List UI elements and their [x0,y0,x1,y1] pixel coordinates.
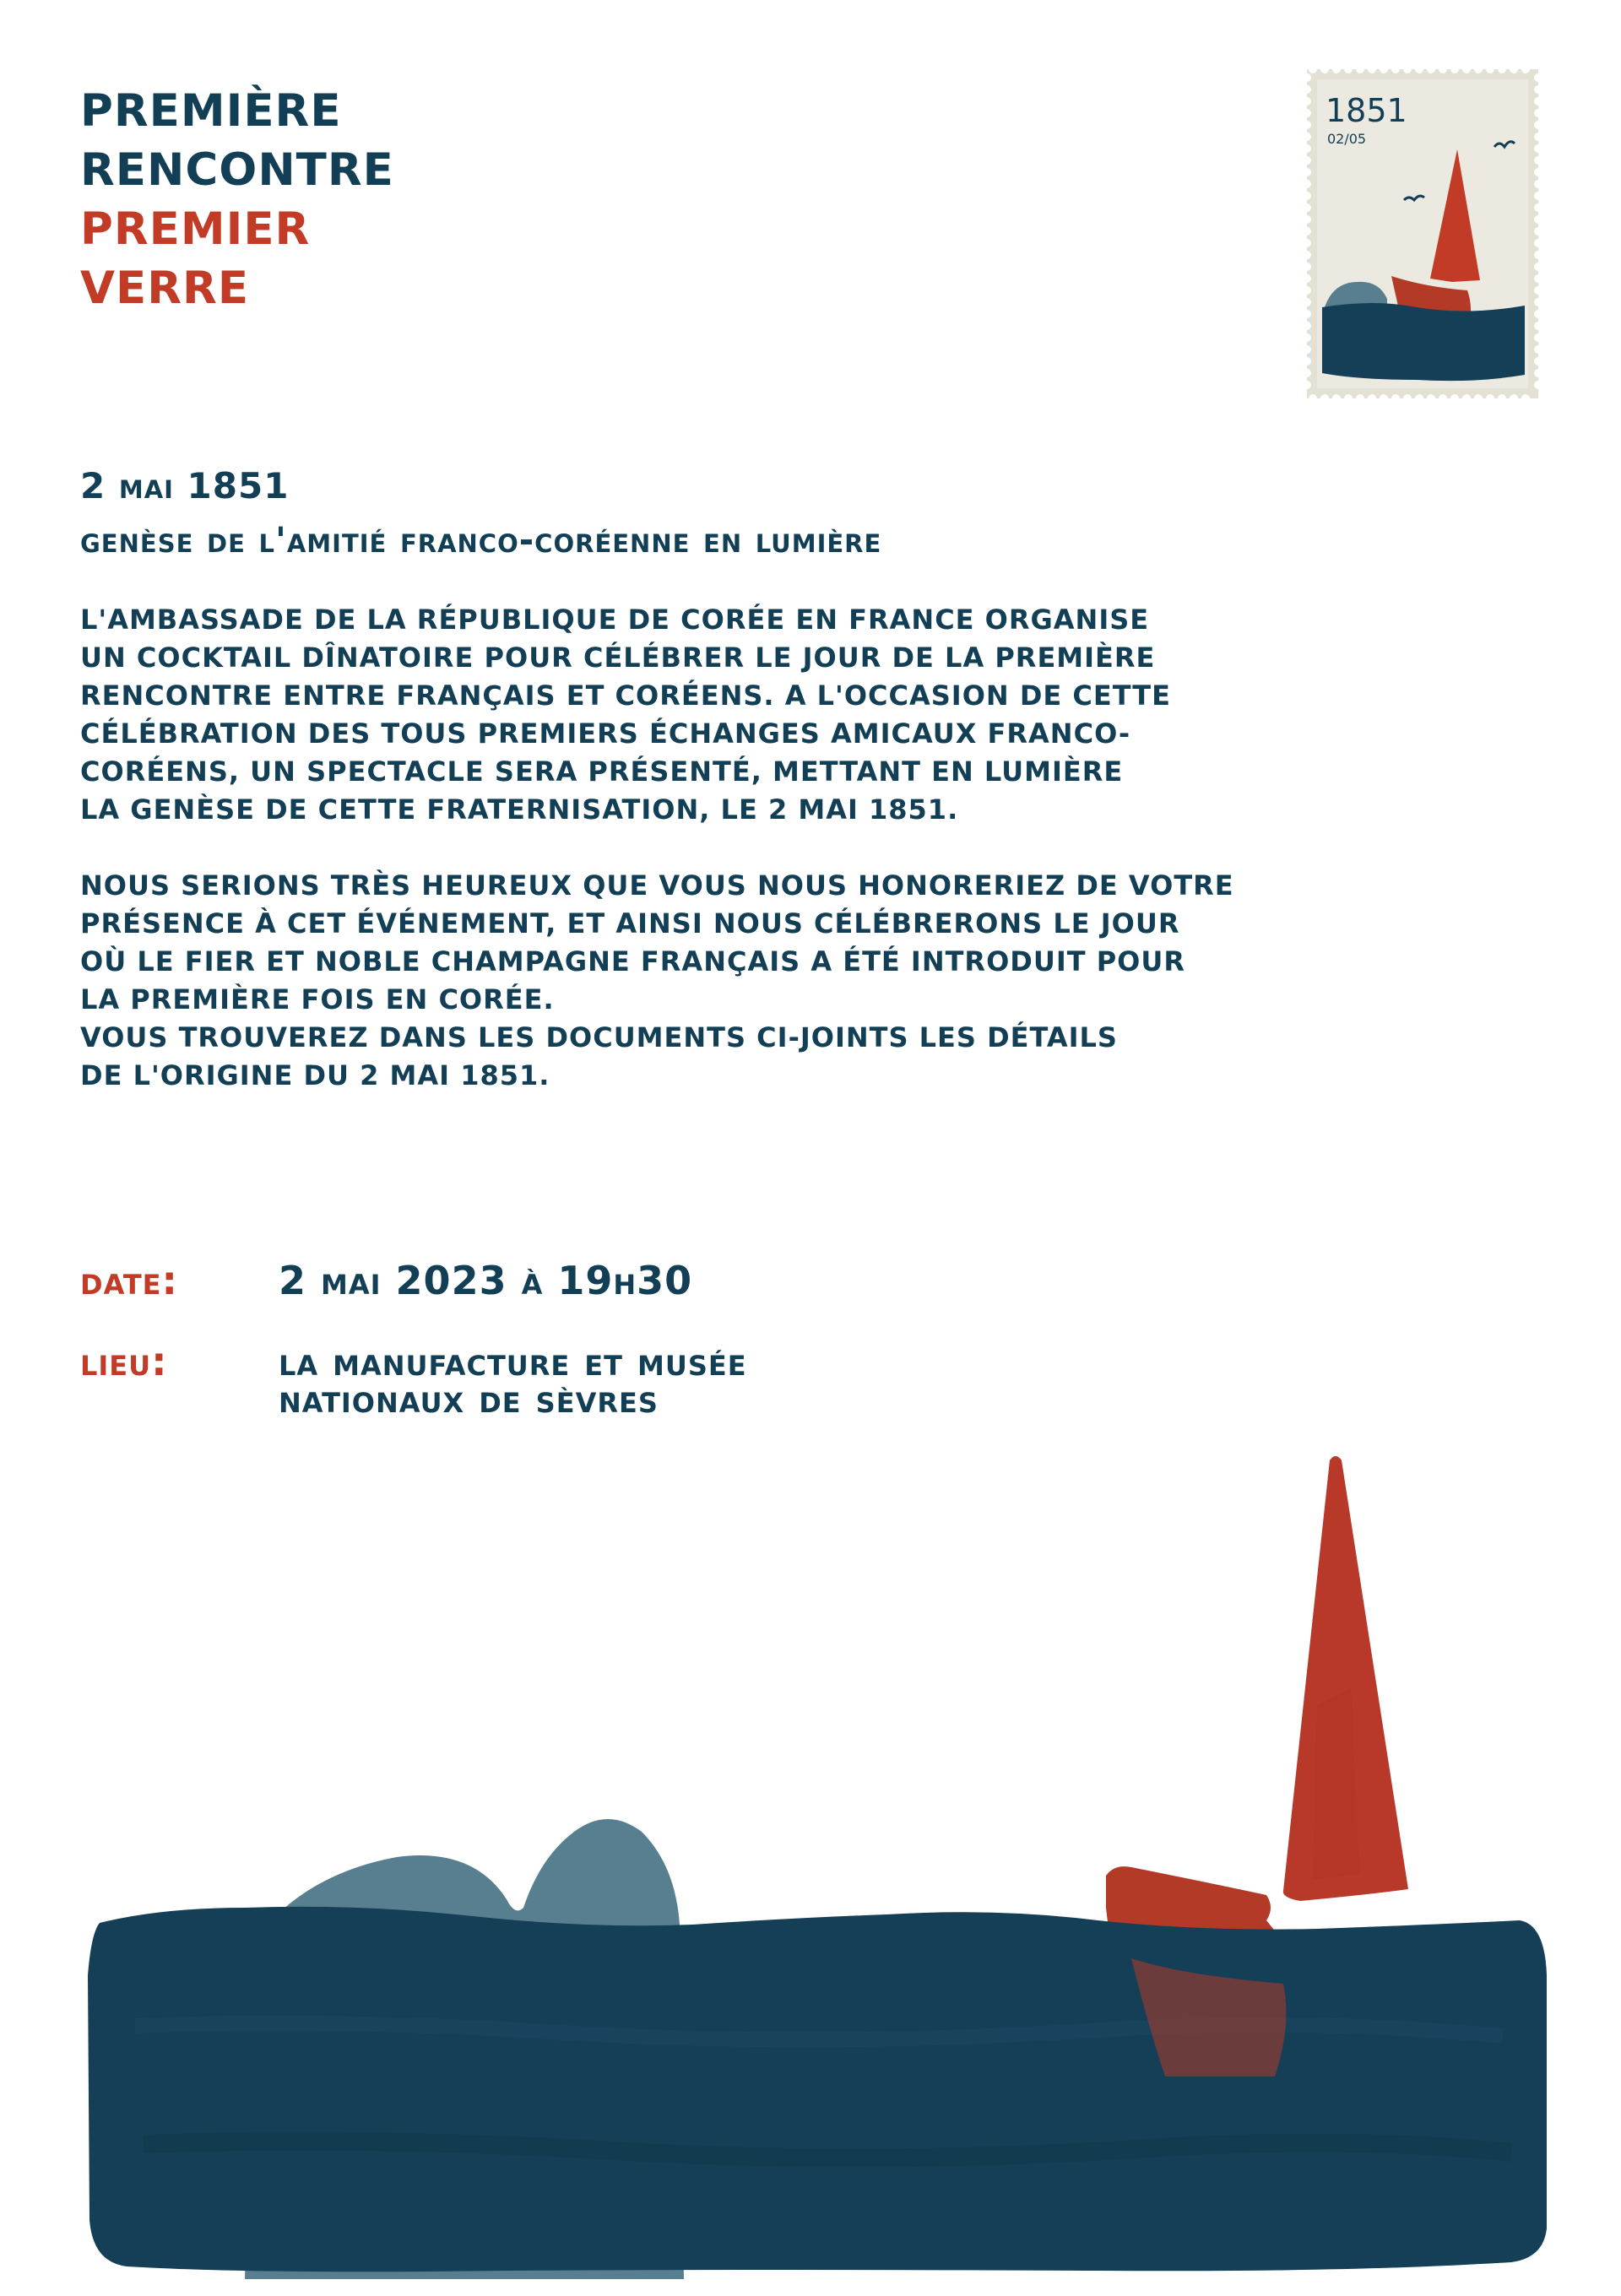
body-line: VOUS TROUVEREZ DANS LES DOCUMENTS CI-JOINTS LES DÉTAILS [80,1021,1118,1053]
venue-line-1: la manufacture et musée [279,1339,747,1384]
body-line: CÉLÉBRATION DES TOUS PREMIERS ÉCHANGES AMICAUX FRANCO- [80,718,1131,750]
section-heading: genèse de l'amitié franco-coréenne en lumière [80,519,882,560]
date-value: 2 mai 2023 à 19h30 [279,1258,693,1303]
event-title [80,66,394,318]
body-paragraph-1 [80,601,1532,829]
sailboat-seascape-illustration-icon [0,1435,1621,2293]
body-line: DE L'ORIGINE DU 2 MAI 1851. [80,1059,550,1091]
body-line: RENCONTRE ENTRE FRANÇAIS ET CORÉENS. A L'OCCASION DE CETTE [80,680,1171,712]
body-line: PRÉSENCE À CET ÉVÉNEMENT, ET AINSI NOUS CÉLÉBRERONS LE JOUR [80,907,1180,940]
body-paragraph-2 [80,867,1532,1095]
subtitle-block [80,459,881,567]
historic-date: 2 mai 1851 [80,465,290,506]
title-line-4: verre [80,243,250,318]
body-line: NOUS SERIONS TRÈS HEUREUX QUE VOUS NOUS HONORERIEZ DE VOTRE [80,869,1234,902]
title-line-1: première [80,66,342,141]
body-line: CORÉENS, UN SPECTACLE SERA PRÉSENTÉ, METTANT EN LUMIÈRE [80,755,1124,788]
body-line: LA PREMIÈRE FOIS EN CORÉE. [80,983,555,1015]
body-line: L'AMBASSADE DE LA RÉPUBLIQUE DE CORÉE EN FRANCE ORGANISE [80,604,1150,636]
seascape-illustration [0,1435,1621,2293]
stamp-year: 1851 [1326,92,1407,129]
title-line-3: premier [80,184,311,259]
sailboat-stamp-icon [1307,69,1538,398]
body-line: LA GENÈSE DE CETTE FRATERNISATION, LE 2 MAI 1851. [80,793,959,826]
venue-line-2: nationaux de sèvres [279,1376,659,1421]
venue-label: lieu: [80,1339,168,1384]
invitation-body [80,601,1532,1095]
body-line: OÙ LE FIER ET NOBLE CHAMPAGNE FRANÇAIS A ÉTÉ INTRODUIT POUR [80,945,1185,977]
body-line: UN COCKTAIL DÎNATOIRE POUR CÉLÉBRER LE JOUR DE LA PREMIÈRE [80,642,1156,674]
title-line-2: rencontre [80,125,394,200]
postage-stamp [1307,69,1538,398]
venue-value [279,1340,1292,1420]
sea-shape [88,1907,1547,2272]
stamp-date: 02/05 [1327,131,1367,147]
date-label: date: [80,1258,178,1303]
